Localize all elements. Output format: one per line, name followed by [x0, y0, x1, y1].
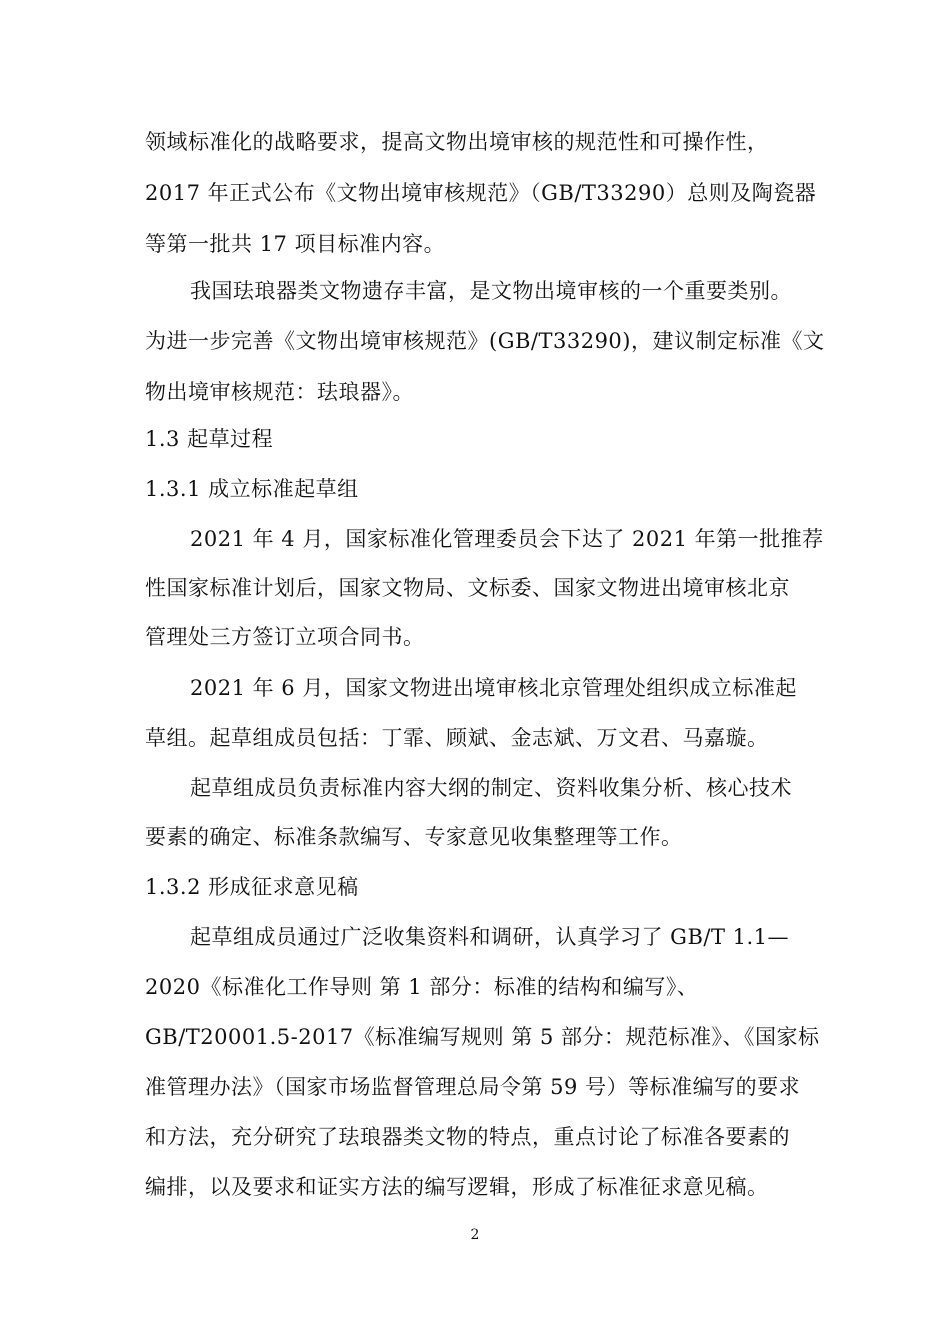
paragraph-line: 草组。起草组成员包括：丁霏、顾斌、金志斌、万文君、马嘉璇。	[145, 726, 769, 750]
paragraph-line: 2021 年 6 月，国家文物进出境审核北京管理处组织成立标准起	[190, 676, 797, 700]
paragraph-line: 要素的确定、标准条款编写、专家意见收集整理等工作。	[145, 825, 683, 849]
paragraph-line: 为进一步完善《文物出境审核规范》(GB/T33290)，建议制定标准《文	[145, 329, 825, 353]
paragraph-line: 起草组成员通过广泛收集资料和调研，认真学习了 GB/T 1.1—	[190, 925, 790, 949]
subsection-heading: 1.3.2 形成征求意见稿	[145, 875, 359, 899]
paragraph-line: 等第一批共 17 项目标准内容。	[145, 232, 446, 256]
paragraph-line: 2020《标准化工作导则 第 1 部分：标准的结构和编写》、	[145, 975, 699, 999]
paragraph-line: 领域标准化的战略要求，提高文物出境审核的规范性和可操作性，	[145, 130, 769, 154]
paragraph-line: 我国珐琅器类文物遗存丰富，是文物出境审核的一个重要类别。	[190, 279, 792, 303]
paragraph-line: 2021 年 4 月，国家标准化管理委员会下达了 2021 年第一批推荐	[190, 527, 824, 551]
paragraph-line: 编排，以及要求和证实方法的编写逻辑，形成了标准征求意见稿。	[145, 1175, 769, 1199]
paragraph-line: 和方法，充分研究了珐琅器类文物的特点，重点讨论了标准各要素的	[145, 1125, 790, 1149]
section-heading: 1.3 起草过程	[145, 427, 274, 451]
paragraph-line: 起草组成员负责标准内容大纲的制定、资料收集分析、核心技术	[190, 776, 792, 800]
page-number: 2	[470, 1227, 480, 1243]
paragraph-line: GB/T20001.5-2017《标准编写规则 第 5 部分：规范标准》、《国家标	[145, 1025, 820, 1049]
paragraph-line: 物出境审核规范：珐琅器》。	[145, 380, 414, 404]
paragraph-line: 准管理办法》（国家市场监督管理总局令第 59 号）等标准编写的要求	[145, 1075, 801, 1099]
paragraph-line: 管理处三方签订立项合同书。	[145, 625, 425, 649]
subsection-heading: 1.3.1 成立标准起草组	[145, 477, 359, 501]
paragraph-line: 2017 年正式公布《文物出境审核规范》（GB/T33290）总则及陶瓷器	[145, 181, 817, 205]
paragraph-line: 性国家标准计划后，国家文物局、文标委、国家文物进出境审核北京	[145, 576, 790, 600]
